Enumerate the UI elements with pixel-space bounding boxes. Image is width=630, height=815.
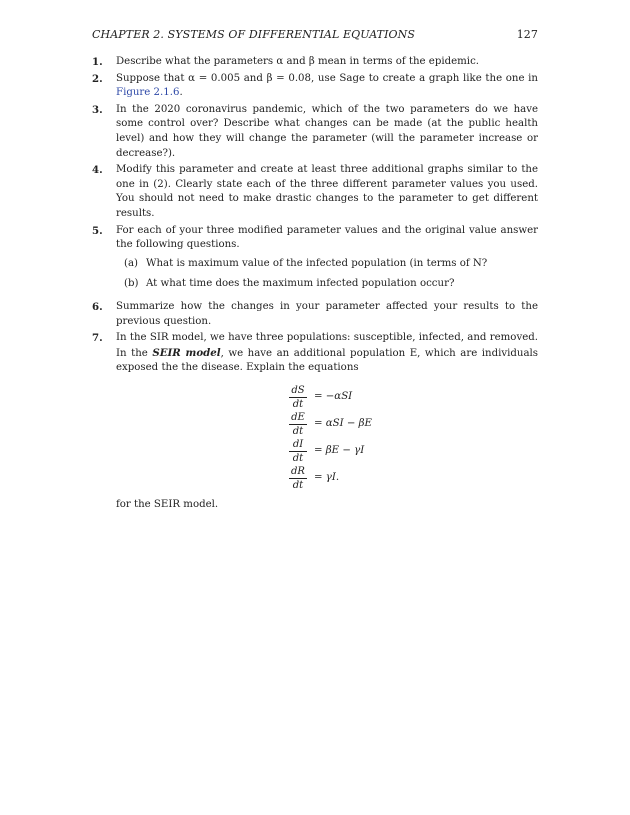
item-text: Summarize how the changes in your parameter affected your results to the previous question.: [116, 300, 538, 327]
equation: [116, 438, 538, 465]
equation-rhs: = αSI − βE: [314, 418, 372, 430]
item-text: Describe what the parameters α and β mean in terms of the epidemic.: [116, 56, 480, 67]
running-header: [92, 28, 538, 41]
item-text: [116, 331, 538, 376]
closing-text: for the SEIR model.: [116, 498, 219, 510]
item-text-before: In the SIR model, we have three populations: susceptible, infected, and removed. In the: [116, 332, 538, 359]
chapter-title: CHAPTER 2. SYSTEMS OF DIFFERENTIAL EQUATIONS: [92, 28, 416, 41]
item-text-block: [116, 224, 538, 298]
sub-item-text: At what time does the maximum infected population occur?: [146, 278, 455, 290]
equation: [116, 465, 538, 492]
item-number: 3.: [92, 103, 103, 116]
list-item: [92, 103, 538, 161]
sub-item: [124, 277, 538, 292]
item-text: In the 2020 coronavirus pandemic, which of the two parameters do we have some control over? Describe what changes can be made (at the public health level) and how they will change the parameter (will the parameter increase or decrease?).: [116, 103, 538, 159]
equation-rhs: = γI.: [314, 472, 340, 484]
item-text: Modify this parameter and create at least three additional graphs similar to the one in (2). Clearly state each of the three different parameter values you used. You should not need to make drastic changes to the parameter to get different results.: [116, 164, 538, 219]
figure-link[interactable]: Figure 2.1.6: [116, 87, 180, 99]
derivative-fraction: [286, 466, 310, 491]
list-item: [92, 72, 538, 101]
derivative-denominator: dt: [292, 398, 304, 410]
item-number: 7.: [92, 332, 103, 345]
list-item: [92, 163, 538, 221]
item-text-after: .: [179, 87, 183, 99]
item-text: [116, 72, 538, 101]
seir-model-term: SEIR model: [152, 346, 221, 359]
seir-equations: [116, 384, 538, 492]
equation-rhs: = βE − γI: [314, 445, 365, 457]
item-text: For each of your three modified parameter values and the original value answer the following questions.: [116, 224, 538, 251]
item-number: 4.: [92, 164, 103, 177]
list-item: [92, 55, 538, 70]
item-text-block: [116, 331, 538, 512]
item-number: 2.: [92, 72, 103, 85]
derivative-fraction: [286, 412, 310, 437]
exercise-list: [92, 55, 538, 514]
list-item: [92, 300, 538, 329]
list-item: [92, 224, 538, 298]
derivative-numerator: dS: [289, 385, 307, 398]
derivative-denominator: dt: [292, 452, 304, 464]
item-number: 1.: [92, 56, 103, 68]
derivative-denominator: dt: [292, 479, 304, 491]
item-text-before: Suppose that α = 0.005 and β = 0.08, use Sage to create a graph like the one in: [116, 72, 538, 84]
item-number: 6.: [92, 300, 103, 313]
derivative-fraction: [286, 385, 310, 410]
item-number: 5.: [92, 224, 103, 237]
item-text-after: , we have an additional population E, which are individuals exposed the the disease. Explain the equations: [116, 347, 539, 374]
page-number: 127: [516, 28, 538, 41]
sub-item: [124, 257, 538, 272]
equation: [116, 384, 538, 411]
equation: [116, 411, 538, 438]
derivative-numerator: dI: [289, 439, 307, 452]
sub-item-text: What is maximum value of the infected population (in terms of N?: [146, 257, 488, 269]
sub-item-label: (a): [124, 257, 139, 269]
derivative-fraction: [286, 439, 310, 464]
list-item: [92, 331, 538, 512]
derivative-numerator: dR: [289, 466, 307, 479]
equation-rhs: = −αSI: [314, 391, 353, 403]
sub-item-label: (b): [124, 278, 139, 290]
derivative-numerator: dE: [289, 412, 307, 425]
derivative-denominator: dt: [292, 425, 304, 437]
